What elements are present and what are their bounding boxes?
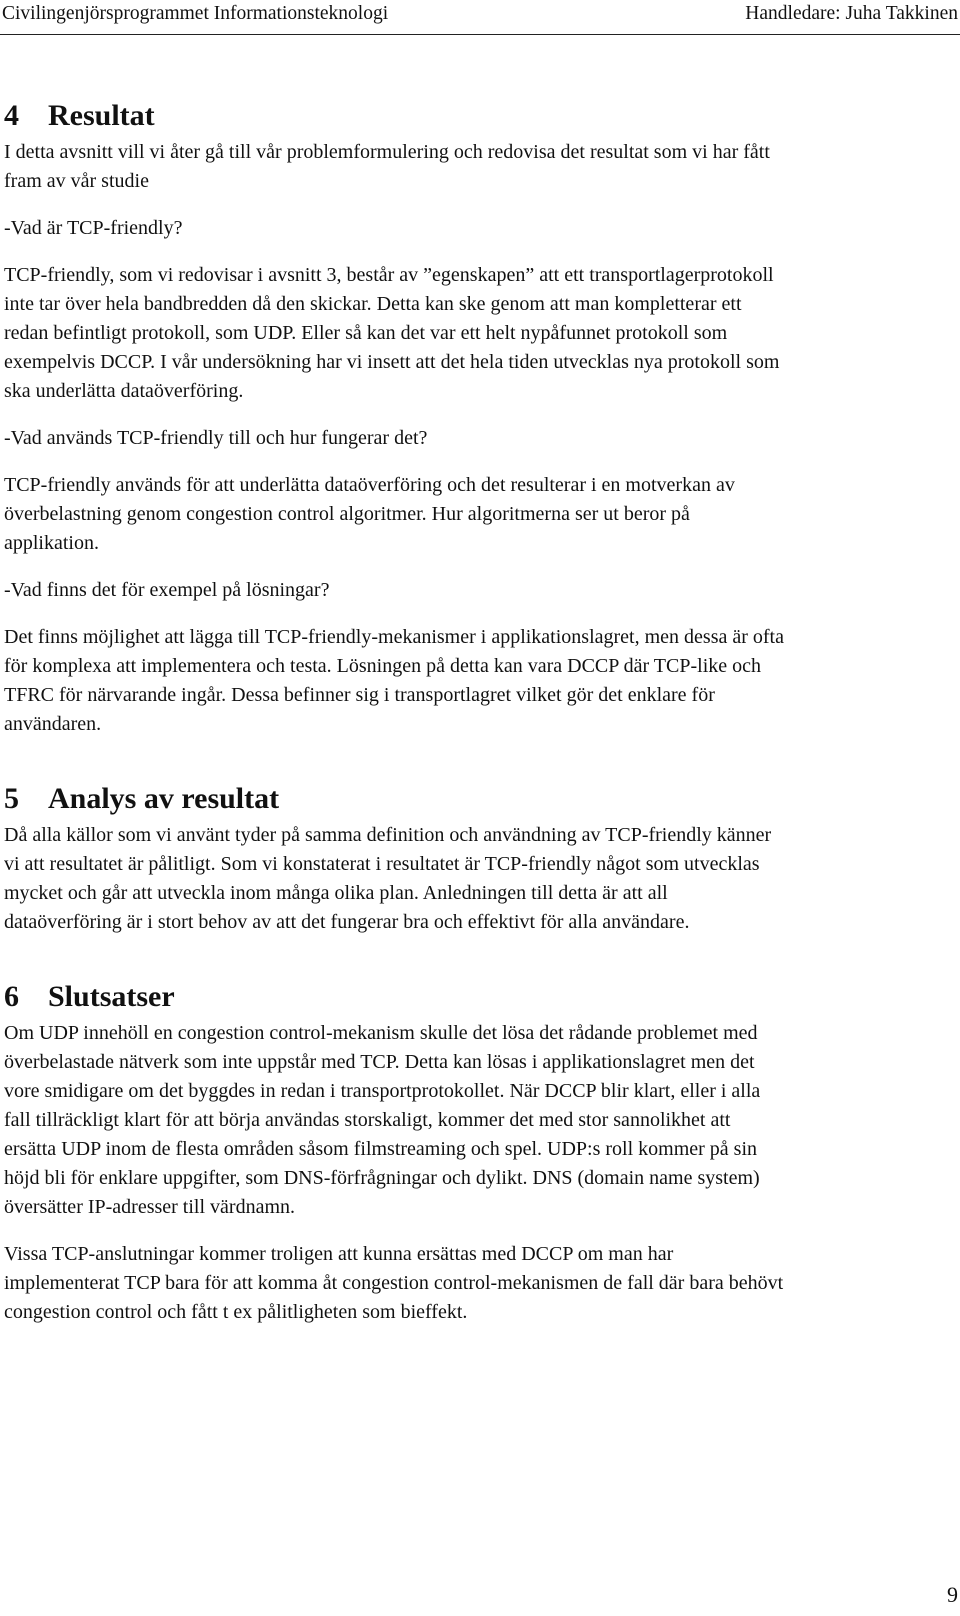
question: -Vad används TCP-friendly till och hur fungerar det? [4, 427, 428, 449]
section-number: 6 [4, 980, 19, 1013]
section-title: Analys av resultat [48, 782, 280, 815]
question: -Vad är TCP-friendly? [4, 217, 183, 239]
section-heading [4, 975, 784, 1019]
paragraph: Vissa TCP-anslutningar kommer troligen att kunna ersättas med DCCP om man har implementerat TCP bara för att komma åt congestion control-mekanismen de fall där bara behövt congestion control och fått t ex pålitligheten som bieffekt. [4, 1243, 784, 1323]
section-resultat [4, 94, 784, 739]
question: -Vad finns det för exempel på lösningar? [4, 579, 330, 601]
page-header [0, 0, 960, 35]
paragraph: TCP-friendly, som vi redovisar i avsnitt 3, består av ”egenskapen” att ett transportlagerprotokoll inte tar över hela bandbredden då den skickar. Detta kan ske genom att man kompletterar ett redan befintligt protokoll, som UDP. Eller så kan det var ett helt nypåfunnet protokoll som exempelvis DCCP. I vår undersökning har vi insett att det hela tiden utvecklas nya protokoll som ska underlätta dataöverföring. [4, 264, 780, 402]
paragraph: Då alla källor som vi använt tyder på samma definition och användning av TCP-friendly känner vi att resultatet är pålitligt. Som vi konstaterat i resultatet är TCP-friendly något som utvecklas mycket och går att utveckla inom många olika plan. Anledningen till detta är att all dataöverföring är i stort behov av att det fungerar bra och effektivt för alla användare. [4, 824, 772, 933]
header-supervisor: Handledare: Juha Takkinen [745, 3, 958, 24]
section-number: 4 [4, 99, 19, 132]
section-number: 5 [4, 782, 19, 815]
section-title: Slutsatser [48, 980, 175, 1013]
paragraph: Det finns möjlighet att lägga till TCP-friendly-mekanismer i applikationslagret, men dessa är ofta för komplexa att implementera och testa. Lösningen på detta kan vara DCCP där TCP-like och TFRC för närvarande ingår. Dessa befinner sig i transportlagret vilket gör det enklare för användaren. [4, 626, 784, 735]
paragraph: TCP-friendly används för att underlätta dataöverföring och det resulterar i en motverkan av överbelastning genom congestion control algoritmer. Hur algoritmerna ser ut beror på applikation. [4, 474, 735, 554]
section-analys [4, 777, 784, 937]
header-program: Civilingenjörsprogrammet Informationsteknologi [2, 3, 389, 24]
paragraph: I detta avsnitt vill vi åter gå till vår problemformulering och redovisa det resultat som vi har fått fram av vår studie [4, 141, 770, 192]
document-body [4, 94, 784, 1345]
page-number: 9 [947, 1582, 958, 1607]
section-title: Resultat [48, 99, 155, 132]
section-heading [4, 94, 784, 138]
section-heading [4, 777, 784, 821]
paragraph: Om UDP innehöll en congestion control-mekanism skulle det lösa det rådande problemet med överbelastade nätverk som inte uppstår med TCP. Detta kan lösas i applikationslagret men det vore smidigare om det byggdes in redan i transportprotokollet. När DCCP blir klart, eller i alla fall tillräckligt klart för att börja användas storskaligt, kommer det med stor sannolikhet att ersätta UDP inom de flesta områden såsom filmstreaming och spel. UDP:s roll kommer på sin höjd bli för enklare uppgifter, som DNS-förfrågningar och dylikt. DNS (domain name system) översätter IP-adresser till värdnamn. [4, 1022, 761, 1218]
section-slutsatser [4, 975, 784, 1327]
